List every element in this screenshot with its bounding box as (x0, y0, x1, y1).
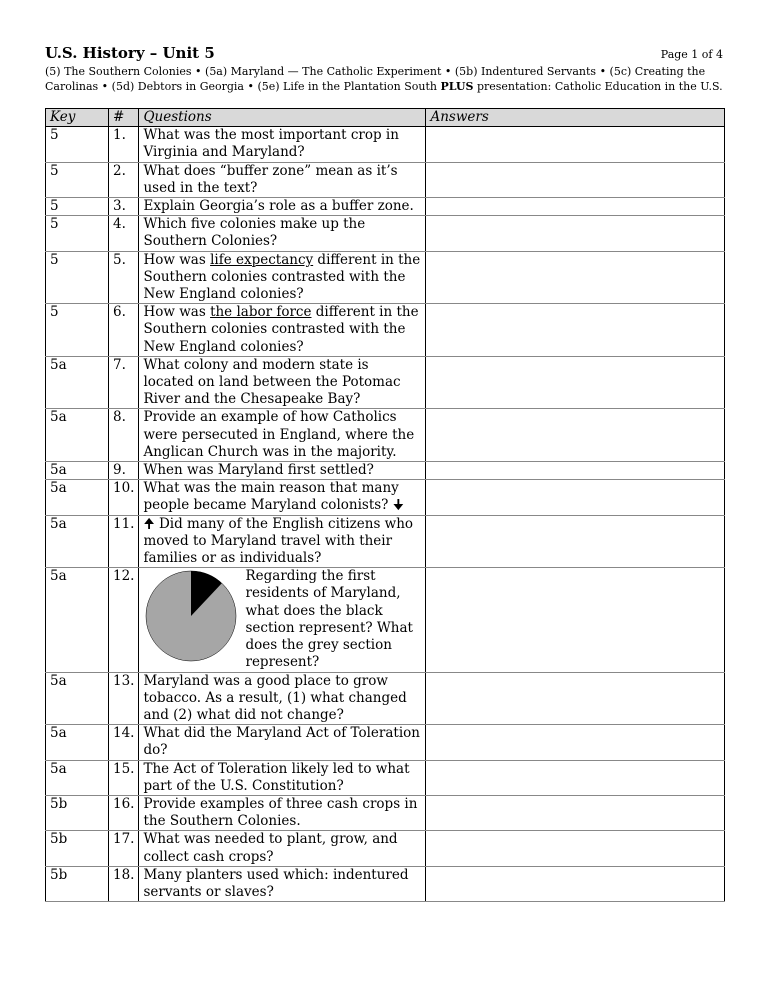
row-question: Provide an example of how Catholics were persecuted in England, where the Anglican Church was in the majority. (139, 409, 426, 462)
pie-question (143, 568, 421, 671)
answer-cell[interactable] (426, 462, 725, 480)
table-row (46, 127, 725, 162)
row-key: 5 (46, 216, 109, 251)
questions-table (45, 108, 725, 902)
row-number: 6. (109, 304, 139, 357)
answer-cell[interactable] (426, 831, 725, 866)
row-number: 16. (109, 795, 139, 830)
answer-cell[interactable] (426, 866, 725, 901)
row-key: 5a (46, 462, 109, 480)
answer-cell[interactable] (426, 216, 725, 251)
row-question: Maryland was a good place to grow tobacco. As a result, (1) what changed and (2) what did not change? (139, 672, 426, 725)
row-question: Provide examples of three cash crops in the Southern Colonies. (139, 795, 426, 830)
answer-cell[interactable] (426, 409, 725, 462)
header-questions: Questions (139, 109, 426, 127)
table-row (46, 216, 725, 251)
table-row (46, 725, 725, 760)
header-answers: Answers (426, 109, 725, 127)
row-key: 5a (46, 725, 109, 760)
row-question: Which five colonies make up the Southern Colonies? (139, 216, 426, 251)
answer-cell[interactable] (426, 127, 725, 162)
subtitle-part-b: presentation: Catholic Education in the U.S. (473, 80, 723, 93)
table-row (46, 866, 725, 901)
row-key: 5 (46, 304, 109, 357)
table-row (46, 568, 725, 672)
row-number: 13. (109, 672, 139, 725)
row-key: 5b (46, 795, 109, 830)
row-number: 12. (109, 568, 139, 672)
row-key: 5 (46, 198, 109, 216)
header-number: # (109, 109, 139, 127)
row-number: 17. (109, 831, 139, 866)
row-question (139, 568, 426, 672)
row-key: 5 (46, 251, 109, 304)
underlined-term: life expectancy (210, 251, 314, 268)
question-text: How was (143, 251, 211, 268)
row-question: What was the main reason that many people became Maryland colonists? 🠋 (139, 480, 426, 515)
row-key: 5b (46, 831, 109, 866)
table-row (46, 480, 725, 515)
row-number: 18. (109, 866, 139, 901)
row-question: What did the Maryland Act of Toleration do? (139, 725, 426, 760)
row-key: 5a (46, 760, 109, 795)
answer-cell[interactable] (426, 795, 725, 830)
row-question (139, 304, 426, 357)
row-question: What was the most important crop in Virginia and Maryland? (139, 127, 426, 162)
row-key: 5a (46, 356, 109, 409)
row-number: 15. (109, 760, 139, 795)
table-row (46, 672, 725, 725)
row-key: 5a (46, 568, 109, 672)
row-question: What colony and modern state is located on land between the Potomac River and the Chesapeake Bay? (139, 356, 426, 409)
row-number: 11. (109, 515, 139, 568)
table-row (46, 198, 725, 216)
answer-cell[interactable] (426, 251, 725, 304)
answer-cell[interactable] (426, 725, 725, 760)
row-number: 14. (109, 725, 139, 760)
table-row (46, 409, 725, 462)
row-key: 5a (46, 672, 109, 725)
underlined-term: the labor force (210, 304, 312, 321)
colonists-pie-chart (143, 568, 239, 664)
table-row (46, 831, 725, 866)
row-number: 2. (109, 162, 139, 197)
row-question: What does “buffer zone” mean as it’s used in the text? (139, 162, 426, 197)
row-key: 5 (46, 162, 109, 197)
table-row (46, 760, 725, 795)
row-question: When was Maryland first settled? (139, 462, 426, 480)
row-question (139, 251, 426, 304)
row-number: 9. (109, 462, 139, 480)
document-title: U.S. History – Unit 5 (45, 44, 215, 62)
table-header-row (46, 109, 725, 127)
header-key: Key (46, 109, 109, 127)
subtitle-bold: PLUS (440, 80, 474, 93)
row-question-text: Regarding the first residents of Maryland, what does the black section represent? What does the grey section represent? (245, 568, 413, 671)
unit-subtitle (45, 64, 725, 94)
row-number: 1. (109, 127, 139, 162)
table-row (46, 356, 725, 409)
question-text: different in the Southern colonies contrasted with the New England colonies? (143, 304, 419, 355)
answer-cell[interactable] (426, 304, 725, 357)
row-key: 5a (46, 515, 109, 568)
table-row (46, 304, 725, 357)
answer-cell[interactable] (426, 198, 725, 216)
answer-cell[interactable] (426, 356, 725, 409)
table-row (46, 515, 725, 568)
answer-cell[interactable] (426, 672, 725, 725)
row-question: Many planters used which: indentured servants or slaves? (139, 866, 426, 901)
row-key: 5 (46, 127, 109, 162)
table-row (46, 251, 725, 304)
table-row (46, 162, 725, 197)
row-question: What was needed to plant, grow, and collect cash crops? (139, 831, 426, 866)
row-number: 7. (109, 356, 139, 409)
question-text: How was (143, 304, 211, 321)
answer-cell[interactable] (426, 162, 725, 197)
answer-cell[interactable] (426, 568, 725, 672)
subtitle-part-a: (5) The Southern Colonies • (5a) Maryland — The Catholic Experiment • (5b) Indentured Servants • (5c) Creating the Carolinas • (5d) Debtors in Georgia • (5e) Life in the Plantation South (45, 65, 706, 93)
page-number: Page 1 of 4 (660, 48, 723, 61)
row-question: Explain Georgia’s role as a buffer zone. (139, 198, 426, 216)
answer-cell[interactable] (426, 515, 725, 568)
table-row (46, 795, 725, 830)
row-question: 🠉 Did many of the English citizens who moved to Maryland travel with their families or as individuals? (139, 515, 426, 568)
row-number: 5. (109, 251, 139, 304)
row-key: 5a (46, 409, 109, 462)
row-number: 4. (109, 216, 139, 251)
question-text: different in the Southern colonies contrasted with the New England colonies? (143, 251, 421, 303)
row-number: 10. (109, 480, 139, 515)
row-key: 5b (46, 866, 109, 901)
answer-cell[interactable] (426, 760, 725, 795)
row-number: 8. (109, 409, 139, 462)
row-key: 5a (46, 480, 109, 515)
answer-cell[interactable] (426, 480, 725, 515)
table-row (46, 462, 725, 480)
row-number: 3. (109, 198, 139, 216)
row-question: The Act of Toleration likely led to what part of the U.S. Constitution? (139, 760, 426, 795)
